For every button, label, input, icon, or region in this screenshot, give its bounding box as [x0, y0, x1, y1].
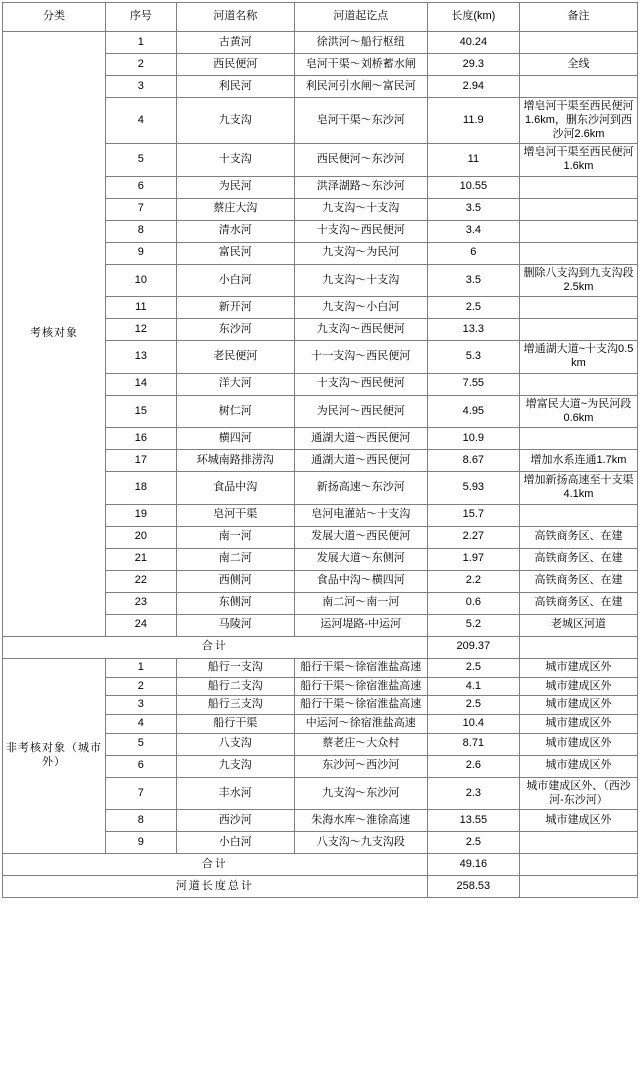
- row-length: 11.9: [427, 98, 519, 144]
- row-river-name: 古黄河: [176, 32, 294, 54]
- row-note: 城市建成区外: [519, 810, 637, 832]
- row-river-name: 南二河: [176, 548, 294, 570]
- row-river-name: 船行一支沟: [176, 658, 294, 677]
- row-index: 3: [105, 76, 176, 98]
- row-length: 11: [427, 144, 519, 177]
- row-note: 增皂河干渠至西民便河1.6km: [519, 144, 637, 177]
- row-length: 3.4: [427, 220, 519, 242]
- row-note: 增富民大道~为民河段0.6km: [519, 395, 637, 428]
- row-index: 9: [105, 832, 176, 854]
- row-river-range: 船行干渠～徐宿淮盐高速: [294, 696, 427, 715]
- row-length: 2.2: [427, 570, 519, 592]
- row-length: 4.95: [427, 395, 519, 428]
- row-index: 16: [105, 428, 176, 450]
- row-river-range: 利民河引水闸～富民河: [294, 76, 427, 98]
- row-index: 14: [105, 373, 176, 395]
- total-note: [519, 854, 637, 876]
- row-river-range: 船行干渠～徐宿淮盐高速: [294, 658, 427, 677]
- row-river-range: 皂河电灌站～十支沟: [294, 504, 427, 526]
- row-index: 8: [105, 220, 176, 242]
- row-index: 2: [105, 54, 176, 76]
- row-river-range: 南二河～南一河: [294, 592, 427, 614]
- category-cell-non-assessed: 非考核对象（城市外）: [3, 658, 106, 854]
- row-note: [519, 242, 637, 264]
- row-index: 1: [105, 32, 176, 54]
- grand-total-row: [3, 876, 638, 898]
- row-note: 高铁商务区、在建: [519, 548, 637, 570]
- river-length-table: [2, 2, 638, 898]
- section-total-row-non-assessed: [3, 854, 638, 876]
- row-river-name: 食品中沟: [176, 472, 294, 505]
- row-river-name: 清水河: [176, 220, 294, 242]
- section-total-row-assessed: [3, 636, 638, 658]
- row-river-name: 利民河: [176, 76, 294, 98]
- table-header: [3, 3, 638, 32]
- grand-total-label: 河道长度总计: [3, 876, 428, 898]
- row-river-name: 八支沟: [176, 733, 294, 755]
- row-length: 13.55: [427, 810, 519, 832]
- row-index: 19: [105, 504, 176, 526]
- row-note: 高铁商务区、在建: [519, 592, 637, 614]
- row-index: 4: [105, 98, 176, 144]
- row-river-range: 船行干渠～徐宿淮盐高速: [294, 677, 427, 696]
- row-river-range: 发展大道～西民便河: [294, 526, 427, 548]
- header-river-name: 河道名称: [176, 3, 294, 32]
- row-note: 城市建成区外: [519, 715, 637, 734]
- row-note: 删除八支沟到九支沟段2.5km: [519, 264, 637, 297]
- row-note: [519, 198, 637, 220]
- row-river-name: 船行干渠: [176, 715, 294, 734]
- row-note: [519, 176, 637, 198]
- row-river-range: 洪泽湖路～东沙河: [294, 176, 427, 198]
- row-river-range: 十支沟～西民便河: [294, 373, 427, 395]
- row-river-name: 小白河: [176, 832, 294, 854]
- row-length: 5.93: [427, 472, 519, 505]
- row-note: 城市建成区外: [519, 696, 637, 715]
- row-length: 10.4: [427, 715, 519, 734]
- row-note: [519, 428, 637, 450]
- row-length: 8.71: [427, 733, 519, 755]
- row-index: 24: [105, 614, 176, 636]
- row-river-name: 南一河: [176, 526, 294, 548]
- header-index: 序号: [105, 3, 176, 32]
- row-river-name: 马陵河: [176, 614, 294, 636]
- row-index: 11: [105, 297, 176, 319]
- row-river-name: 船行三支沟: [176, 696, 294, 715]
- row-note: [519, 220, 637, 242]
- row-river-range: 九支沟～小白河: [294, 297, 427, 319]
- row-length: 5.3: [427, 341, 519, 374]
- row-index: 4: [105, 715, 176, 734]
- header-category: 分类: [3, 3, 106, 32]
- row-index: 7: [105, 777, 176, 810]
- header-river-range: 河道起讫点: [294, 3, 427, 32]
- row-river-name: 环城南路排涝沟: [176, 450, 294, 472]
- row-river-range: 通湖大道～西民便河: [294, 428, 427, 450]
- total-label: 合计: [3, 636, 428, 658]
- row-index: 5: [105, 733, 176, 755]
- row-index: 3: [105, 696, 176, 715]
- row-note: 增皂河干渠至西民便河1.6km，删东沙河到西沙河2.6km: [519, 98, 637, 144]
- row-note: [519, 76, 637, 98]
- row-note: [519, 373, 637, 395]
- table-body: [3, 32, 638, 898]
- row-length: 7.55: [427, 373, 519, 395]
- row-note: 老城区河道: [519, 614, 637, 636]
- row-length: 3.5: [427, 198, 519, 220]
- row-note: 城市建成区外: [519, 658, 637, 677]
- row-index: 9: [105, 242, 176, 264]
- row-length: 13.3: [427, 319, 519, 341]
- row-river-name: 九支沟: [176, 98, 294, 144]
- row-river-range: 十支沟～西民便河: [294, 220, 427, 242]
- row-index: 1: [105, 658, 176, 677]
- row-length: 2.27: [427, 526, 519, 548]
- total-note: [519, 636, 637, 658]
- row-note: 高铁商务区、在建: [519, 526, 637, 548]
- row-river-range: 朱海水库～淮徐高速: [294, 810, 427, 832]
- row-river-range: 皂河干渠～刘桥蓄水闸: [294, 54, 427, 76]
- row-length: 40.24: [427, 32, 519, 54]
- row-river-range: 九支沟～十支沟: [294, 198, 427, 220]
- row-river-range: 九支沟～东沙河: [294, 777, 427, 810]
- row-length: 10.9: [427, 428, 519, 450]
- row-river-name: 十支沟: [176, 144, 294, 177]
- table-row: [3, 32, 638, 54]
- row-river-name: 小白河: [176, 264, 294, 297]
- row-river-name: 船行二支沟: [176, 677, 294, 696]
- header-note: 备注: [519, 3, 637, 32]
- row-note: 增加新扬高速至十支渠4.1km: [519, 472, 637, 505]
- row-river-name: 东沙河: [176, 319, 294, 341]
- row-river-range: 新扬高速～东沙河: [294, 472, 427, 505]
- row-note: 城市建成区外、（西沙河-东沙河）: [519, 777, 637, 810]
- row-note: 增加水系连通1.7km: [519, 450, 637, 472]
- row-note: 全线: [519, 54, 637, 76]
- row-river-name: 西民便河: [176, 54, 294, 76]
- row-length: 5.2: [427, 614, 519, 636]
- row-note: 城市建成区外: [519, 677, 637, 696]
- row-river-range: 食品中沟～横四河: [294, 570, 427, 592]
- row-river-range: 发展大道～东侧河: [294, 548, 427, 570]
- row-river-name: 洋大河: [176, 373, 294, 395]
- row-river-range: 徐洪河～船行枢纽: [294, 32, 427, 54]
- row-length: 2.5: [427, 297, 519, 319]
- row-index: 23: [105, 592, 176, 614]
- row-index: 15: [105, 395, 176, 428]
- row-index: 6: [105, 176, 176, 198]
- header-length: 长度(km): [427, 3, 519, 32]
- row-length: 2.5: [427, 832, 519, 854]
- row-length: 29.3: [427, 54, 519, 76]
- row-note: 增通湖大道~十支沟0.5km: [519, 341, 637, 374]
- row-length: 15.7: [427, 504, 519, 526]
- row-river-range: 九支沟～为民河: [294, 242, 427, 264]
- row-note: [519, 832, 637, 854]
- row-index: 22: [105, 570, 176, 592]
- row-length: 3.5: [427, 264, 519, 297]
- row-index: 6: [105, 755, 176, 777]
- row-length: 0.6: [427, 592, 519, 614]
- row-length: 8.67: [427, 450, 519, 472]
- row-river-range: 为民河～西民便河: [294, 395, 427, 428]
- row-river-name: 横四河: [176, 428, 294, 450]
- row-river-range: 运河堤路-中运河: [294, 614, 427, 636]
- row-index: 20: [105, 526, 176, 548]
- row-length: 2.6: [427, 755, 519, 777]
- row-river-name: 九支沟: [176, 755, 294, 777]
- row-note: 高铁商务区、在建: [519, 570, 637, 592]
- row-note: 城市建成区外: [519, 755, 637, 777]
- row-index: 5: [105, 144, 176, 177]
- row-river-name: 丰水河: [176, 777, 294, 810]
- row-length: 6: [427, 242, 519, 264]
- row-index: 21: [105, 548, 176, 570]
- row-length: 2.94: [427, 76, 519, 98]
- row-length: 2.3: [427, 777, 519, 810]
- row-river-name: 树仁河: [176, 395, 294, 428]
- row-index: 10: [105, 264, 176, 297]
- row-index: 17: [105, 450, 176, 472]
- row-river-range: 东沙河～西沙河: [294, 755, 427, 777]
- row-length: 10.55: [427, 176, 519, 198]
- row-river-name: 富民河: [176, 242, 294, 264]
- row-river-range: 西民便河～东沙河: [294, 144, 427, 177]
- row-river-name: 东侧河: [176, 592, 294, 614]
- row-river-name: 西侧河: [176, 570, 294, 592]
- grand-total-length: 258.53: [427, 876, 519, 898]
- row-river-range: 九支沟～西民便河: [294, 319, 427, 341]
- category-cell-assessed: 考核对象: [3, 32, 106, 637]
- row-note: [519, 504, 637, 526]
- header-row: [3, 3, 638, 32]
- row-river-name: 为民河: [176, 176, 294, 198]
- row-river-range: 皂河干渠～东沙河: [294, 98, 427, 144]
- row-river-range: 通湖大道～西民便河: [294, 450, 427, 472]
- row-river-name: 老民便河: [176, 341, 294, 374]
- total-label: 合计: [3, 854, 428, 876]
- total-length: 209.37: [427, 636, 519, 658]
- row-river-range: 八支沟～九支沟段: [294, 832, 427, 854]
- row-note: [519, 297, 637, 319]
- row-river-name: 皂河干渠: [176, 504, 294, 526]
- row-index: 12: [105, 319, 176, 341]
- row-note: 城市建成区外: [519, 733, 637, 755]
- row-index: 7: [105, 198, 176, 220]
- row-length: 2.5: [427, 658, 519, 677]
- row-river-range: 中运河～徐宿淮盐高速: [294, 715, 427, 734]
- row-note: [519, 319, 637, 341]
- row-index: 8: [105, 810, 176, 832]
- row-river-range: 九支沟～十支沟: [294, 264, 427, 297]
- row-river-name: 蔡庄大沟: [176, 198, 294, 220]
- row-index: 13: [105, 341, 176, 374]
- row-note: [519, 32, 637, 54]
- row-length: 4.1: [427, 677, 519, 696]
- row-index: 2: [105, 677, 176, 696]
- row-index: 18: [105, 472, 176, 505]
- grand-total-note: [519, 876, 637, 898]
- row-length: 2.5: [427, 696, 519, 715]
- row-river-range: 十一支沟～西民便河: [294, 341, 427, 374]
- table-row: [3, 658, 638, 677]
- total-length: 49.16: [427, 854, 519, 876]
- row-river-name: 西沙河: [176, 810, 294, 832]
- row-river-range: 蔡老庄～大众村: [294, 733, 427, 755]
- row-length: 1.97: [427, 548, 519, 570]
- row-river-name: 新开河: [176, 297, 294, 319]
